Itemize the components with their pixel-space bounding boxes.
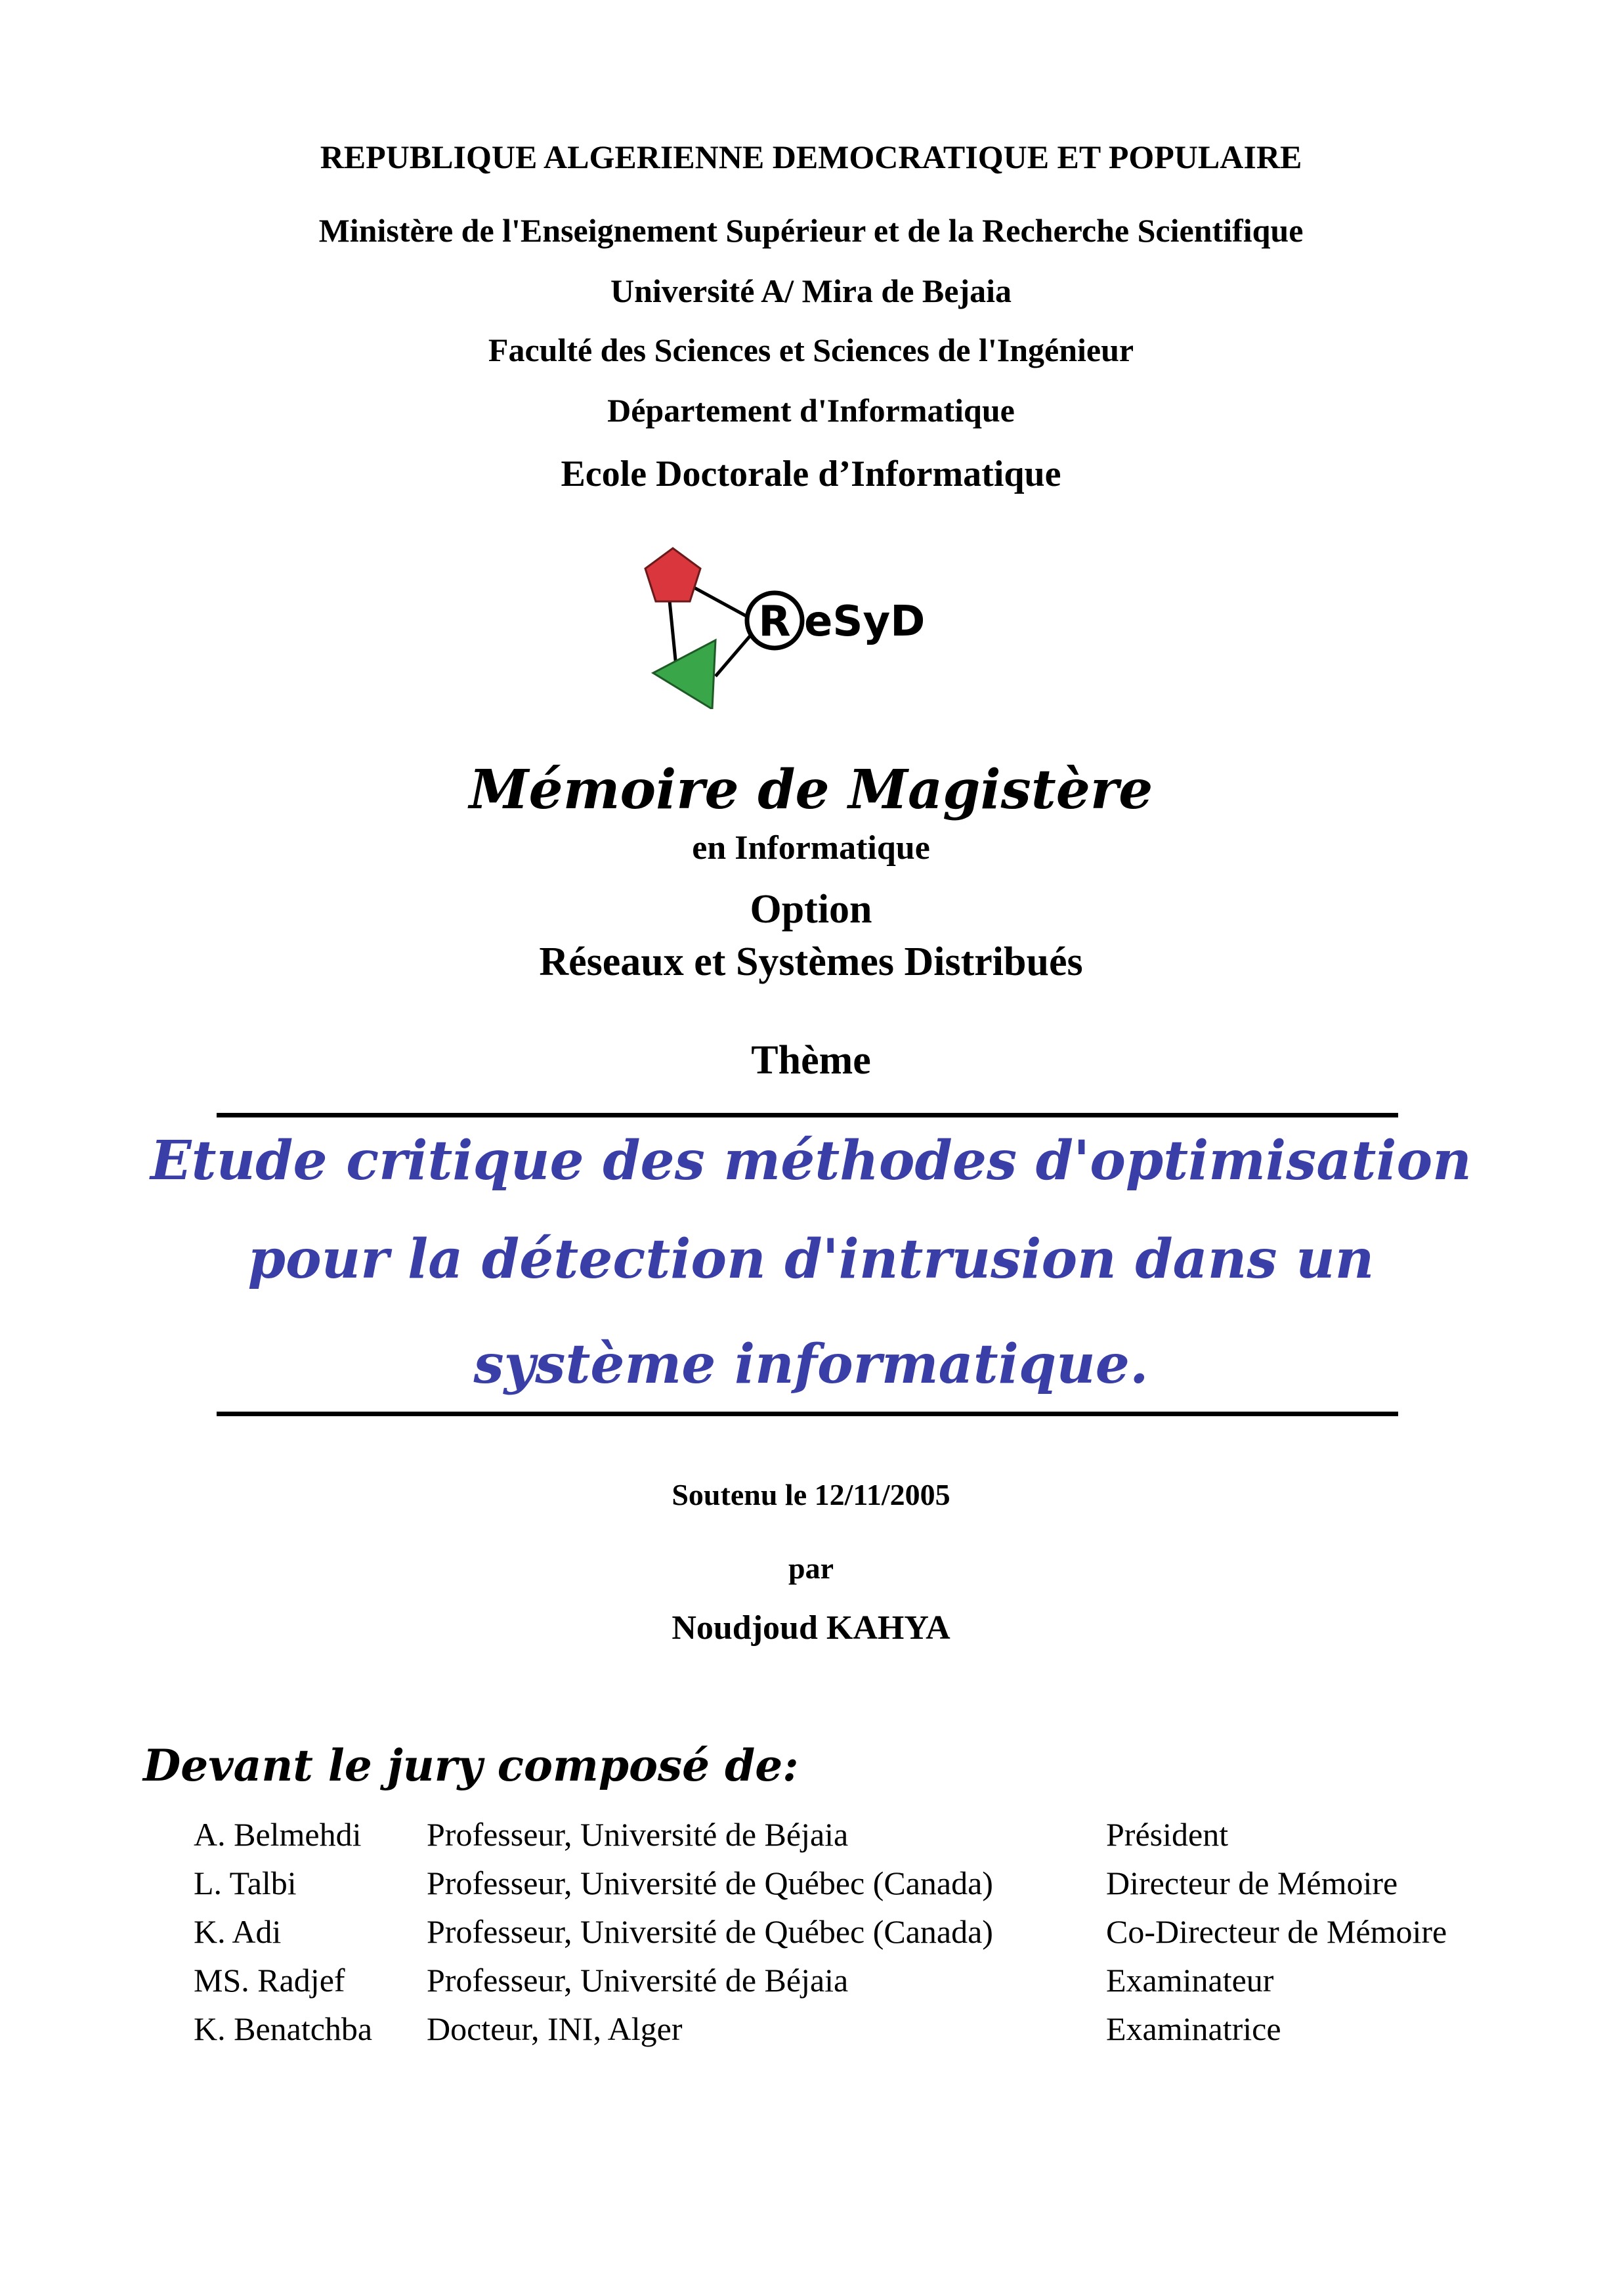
memoire-title: Mémoire de Magistère: [469, 758, 1153, 821]
jury-heading: Devant le jury composé de:: [143, 1740, 799, 1791]
jury-member-title: Professeur, Université de Béjaia: [427, 1962, 849, 1999]
jury-member-role: Co-Directeur de Mémoire: [1106, 1913, 1447, 1950]
jury-member-role: Examinateur: [1106, 1962, 1274, 1999]
resyd-logo: [640, 545, 981, 709]
faculty-heading: Faculté des Sciences et Sciences de l'Ingénieur: [488, 332, 1134, 368]
jury-member-name: MS. Radjef: [194, 1962, 345, 1999]
university-heading: Université A/ Mira de Bejaia: [610, 272, 1012, 309]
school-heading: Ecole Doctorale d’Informatique: [561, 454, 1061, 494]
option-value: Réseaux et Systèmes Distribués: [539, 940, 1083, 984]
logo-text: eSyD: [804, 597, 926, 646]
jury-member-name: K. Benatchba: [194, 2010, 373, 2047]
par-label: par: [788, 1551, 834, 1585]
jury-member-name: L. Talbi: [194, 1865, 297, 1901]
logo-triangle-icon: [653, 640, 715, 709]
theme-title-line: système informatique.: [473, 1333, 1149, 1396]
department-heading: Département d'Informatique: [607, 392, 1015, 429]
jury-member-title: Docteur, INI, Alger: [427, 2010, 683, 2047]
theme-bottom-rule: [217, 1412, 1398, 1416]
logo-connector: [715, 630, 755, 676]
jury-member-title: Professeur, Université de Québec (Canada): [427, 1865, 993, 1901]
memoire-subtitle: en Informatique: [692, 829, 930, 867]
option-label: Option: [750, 887, 872, 932]
theme-title-line: Etude critique des méthodes d'optimisation: [150, 1129, 1472, 1192]
jury-member-title: Professeur, Université de Béjaia: [427, 1816, 849, 1853]
logo-pentagon-icon: [645, 548, 700, 601]
ministry-heading: Ministère de l'Enseignement Supérieur et de la Recherche Scientifique: [318, 212, 1304, 249]
jury-member-title: Professeur, Université de Québec (Canada): [427, 1913, 993, 1950]
theme-label: Thème: [751, 1038, 871, 1083]
jury-member-name: A. Belmehdi: [194, 1816, 362, 1853]
jury-member-role: Président: [1106, 1816, 1229, 1853]
jury-member-role: Directeur de Mémoire: [1106, 1865, 1398, 1901]
author-name: Noudjoud KAHYA: [672, 1609, 950, 1647]
jury-member-name: K. Adi: [194, 1913, 282, 1950]
theme-title-line: pour la détection d'intrusion dans un: [247, 1228, 1375, 1291]
theme-top-rule: [217, 1113, 1398, 1117]
defense-date: Soutenu le 12/11/2005: [672, 1478, 950, 1511]
republic-heading: REPUBLIQUE ALGERIENNE DEMOCRATIQUE ET POPULAIRE: [320, 139, 1302, 175]
jury-member-role: Examinatrice: [1106, 2010, 1281, 2047]
logo-r-letter: R: [758, 597, 791, 646]
